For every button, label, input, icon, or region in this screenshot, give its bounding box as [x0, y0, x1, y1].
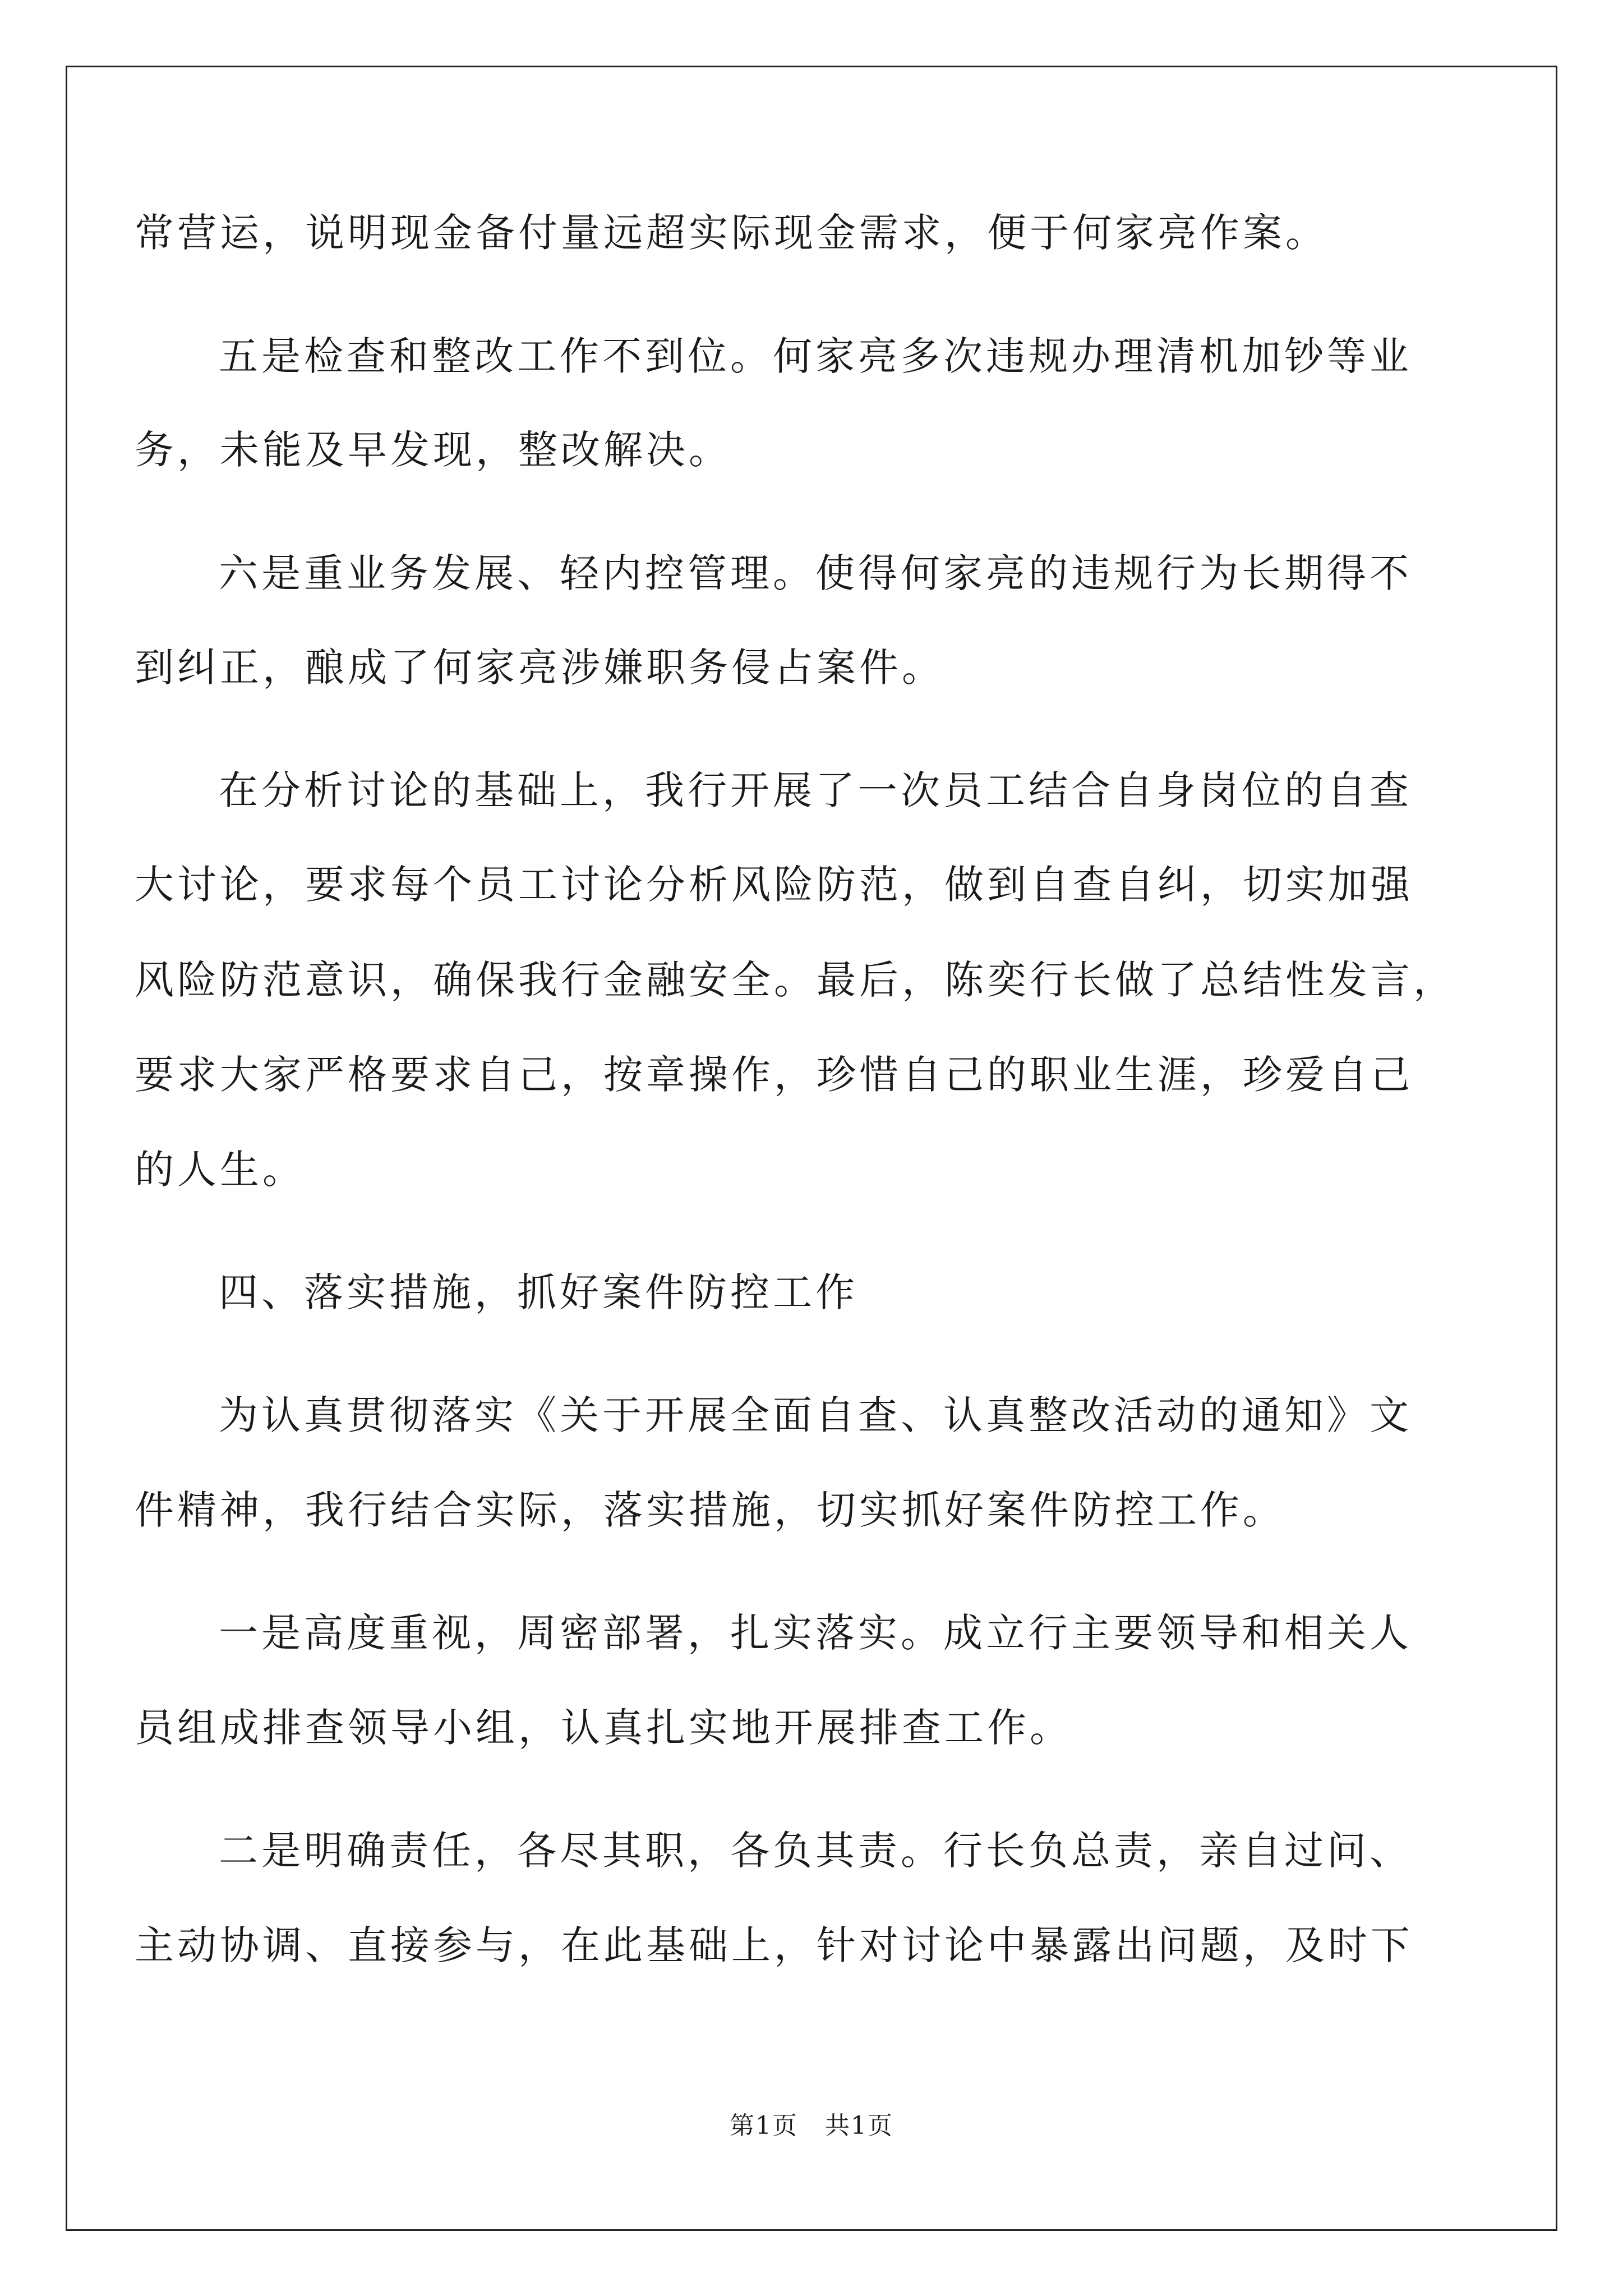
text-line: 主动协调、直接参与，在此基础上，针对讨论中暴露出问题，及时下: [135, 1922, 1413, 1968]
page-number: 第1页: [730, 2111, 799, 2140]
text-line: 务，未能及早发现，整改解决。: [135, 427, 731, 473]
text-line: 常营运，说明现金备付量远超实际现金需求，便于何家亮作案。: [135, 210, 1328, 256]
text-line: 员组成排查领导小组，认真扎实地开展排查工作。: [135, 1705, 1072, 1751]
text-line: 六是重业务发展、轻内控管理。使得何家亮的违规行为长期得不: [219, 550, 1412, 596]
section-heading: 四、落实措施，抓好案件防控工作: [219, 1269, 858, 1315]
text-line: 一是高度重视，周密部署，扎实落实。成立行主要领导和相关人: [219, 1610, 1412, 1656]
page-total: 共1页: [824, 2111, 893, 2140]
text-line: 要求大家严格要求自己，按章操作，珍惜自己的职业生涯，珍爱自己: [135, 1052, 1413, 1098]
text-line: 的人生。: [135, 1147, 305, 1193]
text-line: 在分析讨论的基础上，我行开展了一次员工结合自身岗位的自查: [219, 767, 1412, 813]
text-line: 五是检查和整改工作不到位。何家亮多次违规办理清机加钞等业: [219, 333, 1412, 379]
text-line: 大讨论，要求每个员工讨论分析风险防范，做到自查自纠，切实加强: [135, 862, 1413, 908]
text-line: 为认真贯彻落实《关于开展全面自查、认真整改活动的通知》文: [219, 1392, 1412, 1438]
page-footer: [0, 2109, 1623, 2143]
text-line: 风险防范意识，确保我行金融安全。最后，陈奕行长做了总结性发言，: [135, 957, 1456, 1003]
text-line: 件精神，我行结合实际，落实措施，切实抓好案件防控工作。: [135, 1487, 1285, 1533]
text-line: 二是明确责任，各尽其职，各负其责。行长负总责，亲自过问、: [219, 1828, 1412, 1874]
text-line: 到纠正，酿成了何家亮涉嫌职务侵占案件。: [135, 645, 944, 691]
